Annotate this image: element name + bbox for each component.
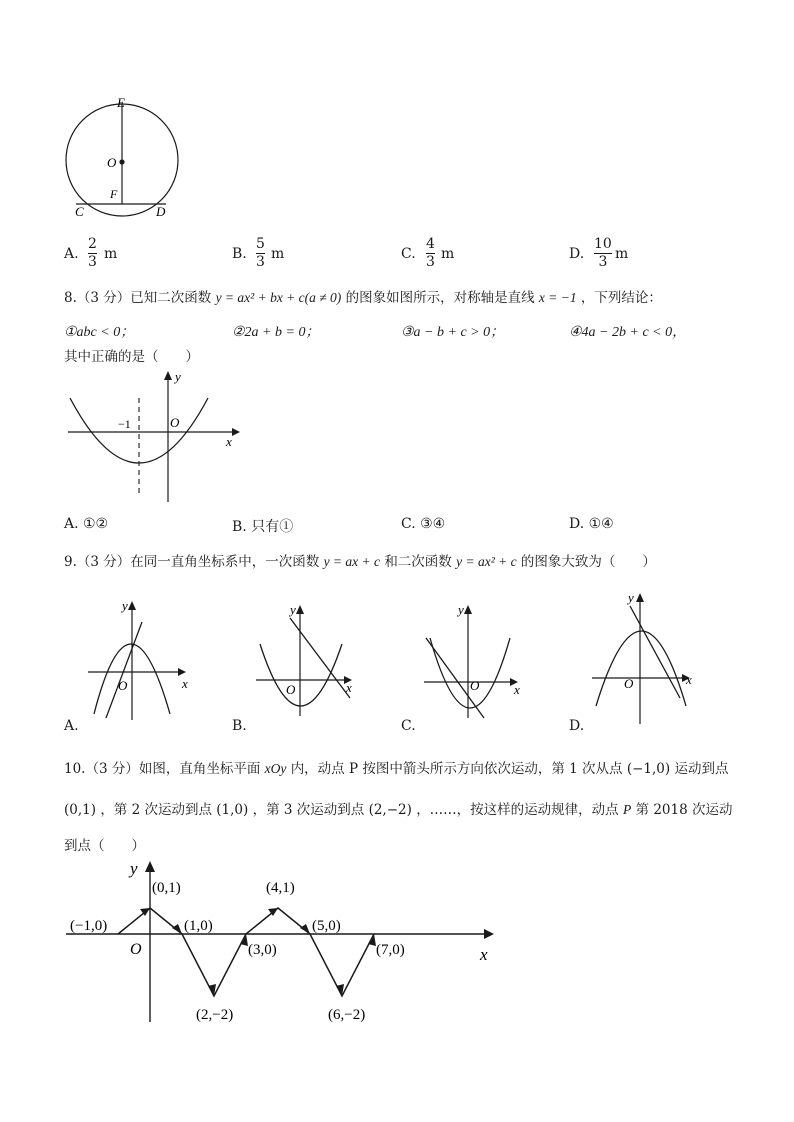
denominator: 3 <box>88 254 97 270</box>
center-dot <box>119 159 124 164</box>
point-label: (−1,0) <box>70 918 108 934</box>
y-axis-arrow-icon <box>636 593 644 602</box>
q10-path-graph <box>60 856 510 1026</box>
point-label: (7,0) <box>376 942 405 958</box>
y-axis-arrow-icon <box>164 371 172 380</box>
arrow-icon <box>172 924 182 934</box>
y-axis-arrow-icon <box>145 861 155 872</box>
origin-label: O <box>286 682 296 697</box>
origin-label: O <box>130 941 142 958</box>
q10-text-g: 第 2018 次运动 <box>635 802 733 818</box>
numerator: 2 <box>88 236 97 252</box>
q9-option-c: C. <box>401 718 416 734</box>
q9-graph-b <box>250 598 368 718</box>
point-label: (6,−2) <box>328 1007 366 1023</box>
line <box>290 618 350 698</box>
q8-axis-formula: x = −1 <box>538 290 577 305</box>
y-axis-arrow-icon <box>296 605 304 614</box>
label-e: E <box>117 95 125 110</box>
line <box>630 606 680 698</box>
q9-graph-d <box>586 586 704 726</box>
q8-conclusion-4: ④4a − 2b + c < 0， <box>569 325 687 340</box>
y-label: y <box>290 602 296 617</box>
q9-stem <box>64 550 656 570</box>
numerator: 4 <box>426 236 435 252</box>
denominator: 3 <box>598 254 608 270</box>
q7-option-d-letter: D. <box>569 246 585 262</box>
q8-option-c: C. ③④ <box>401 516 446 532</box>
q8-stem-text-a: 8.（3 分）已知二次函数 <box>64 290 212 306</box>
y-label: y <box>122 598 128 613</box>
q8-parabola-graph <box>62 368 252 506</box>
denominator: 3 <box>256 254 265 270</box>
q7-option-b-letter: B. <box>232 246 247 262</box>
y-label: y <box>175 369 181 384</box>
q8-stem <box>64 286 662 306</box>
x-label: x <box>514 682 520 697</box>
q8-stem-text-b: 的图象如图所示，对称轴是直线 <box>345 290 535 306</box>
numerator: 5 <box>256 236 265 252</box>
q8-option-d: D. ①④ <box>569 516 614 532</box>
q10-stem-line-2 <box>64 798 732 818</box>
q9-graph-c <box>418 598 536 722</box>
q10-start-point: (−1,0) <box>626 761 671 777</box>
label-f: F <box>110 187 118 201</box>
y-label: y <box>628 590 634 605</box>
q10-stem-line-3: 到点（ ） <box>64 838 145 854</box>
q7-option-d-unit: m <box>615 246 629 262</box>
q8-conclusion-2: ②2a + b = 0； <box>232 325 320 340</box>
q7-option-b-fraction <box>256 236 265 271</box>
q10-plane: xOy <box>264 761 287 776</box>
q9-option-b: B. <box>232 718 247 734</box>
q9-stem-text-b: 和二次函数 <box>384 554 452 570</box>
q10-text-a: 10.（3 分）如图，直角坐标平面 <box>64 761 261 777</box>
q7-option-c-unit: m <box>441 246 455 262</box>
line <box>106 622 142 718</box>
arrow-icon <box>300 924 310 934</box>
point-label: (2,−2) <box>196 1007 234 1023</box>
point-label: (4,1) <box>266 880 295 896</box>
q7-option-b-unit: m <box>271 246 285 262</box>
q8-formula: y = ax² + bx + c(a ≠ 0) <box>215 290 342 305</box>
label-c: C <box>75 204 84 219</box>
q10-point-3: (2,−2) <box>368 802 412 818</box>
q10-text-d: ，第 2 次运动到点 <box>100 802 212 818</box>
x-label: x <box>226 434 232 449</box>
q10-p-var: P <box>622 802 632 817</box>
q7-option-c-letter: C. <box>401 246 416 262</box>
point-label: (5,0) <box>312 918 341 934</box>
q9-option-d: D. <box>569 718 585 734</box>
q8-ask: 其中正确的是（ ） <box>64 349 199 365</box>
parabola <box>596 631 686 706</box>
q7-option-a-letter: A. <box>64 246 79 262</box>
point-label: (1,0) <box>184 918 213 934</box>
q10-point-1: (0,1) <box>64 802 97 818</box>
arrow-icon <box>240 934 248 946</box>
parabola <box>260 644 342 706</box>
q10-text-c: 运动到点 <box>674 761 729 777</box>
q9-option-a: A. <box>64 718 79 734</box>
q9-graph-a <box>82 594 200 724</box>
x-label: x <box>686 672 692 687</box>
q8-option-b: B. 只有① <box>232 519 294 535</box>
origin-label: O <box>170 415 180 430</box>
q9-linear-formula: y = ax + c <box>323 554 381 569</box>
x-label: x <box>480 945 488 964</box>
q7-option-c-fraction <box>426 236 435 271</box>
y-axis-arrow-icon <box>128 601 136 610</box>
x-axis-arrow-icon <box>232 428 240 436</box>
q10-stem-line-1 <box>64 757 728 777</box>
parabola <box>430 638 510 708</box>
arrow-icon <box>368 934 376 946</box>
origin-label: O <box>470 678 480 693</box>
label-d: D <box>156 204 166 219</box>
denominator: 3 <box>426 254 435 270</box>
x-label: x <box>182 676 188 691</box>
minus-one-label: −1 <box>118 417 131 431</box>
q9-stem-text-a: 9.（3 分）在同一直角坐标系中，一次函数 <box>64 554 320 570</box>
y-axis-arrow-icon <box>464 605 472 614</box>
q9-quadratic-formula: y = ax² + c <box>456 554 517 569</box>
q7-circle-figure <box>60 92 190 222</box>
q8-conclusion-3: ③a − b + c > 0； <box>401 325 505 340</box>
q7-option-d-fraction <box>594 236 612 271</box>
numerator: 10 <box>594 236 612 252</box>
q10-text-e: ，第 3 次运动到点 <box>252 802 365 818</box>
q8-stem-text-c: ，下列结论： <box>580 290 662 306</box>
point-label: (3,0) <box>248 942 277 958</box>
q10-point-2: (1,0) <box>216 802 249 818</box>
y-label: y <box>458 602 464 617</box>
q7-option-a-unit: m <box>104 246 118 262</box>
q8-option-a: A. ①② <box>64 516 109 532</box>
q7-option-a-fraction <box>88 236 97 271</box>
q9-stem-text-c: 的图象大致为（ ） <box>520 554 656 570</box>
x-axis-arrow-icon <box>484 929 494 939</box>
q8-conclusion-1: ①abc < 0； <box>64 325 135 340</box>
x-axis-arrow-icon <box>178 668 186 676</box>
q10-text-f: ，……，按这样的运动规律，动点 <box>416 802 619 818</box>
q10-text-b: 内，动点 P 按图中箭头所示方向依次运动，第 1 次从点 <box>290 761 623 777</box>
y-label: y <box>130 859 138 878</box>
origin-label: O <box>624 676 634 691</box>
label-o: O <box>107 155 117 170</box>
origin-label: O <box>118 678 128 693</box>
point-label: (0,1) <box>152 880 181 896</box>
x-label: x <box>346 680 352 695</box>
